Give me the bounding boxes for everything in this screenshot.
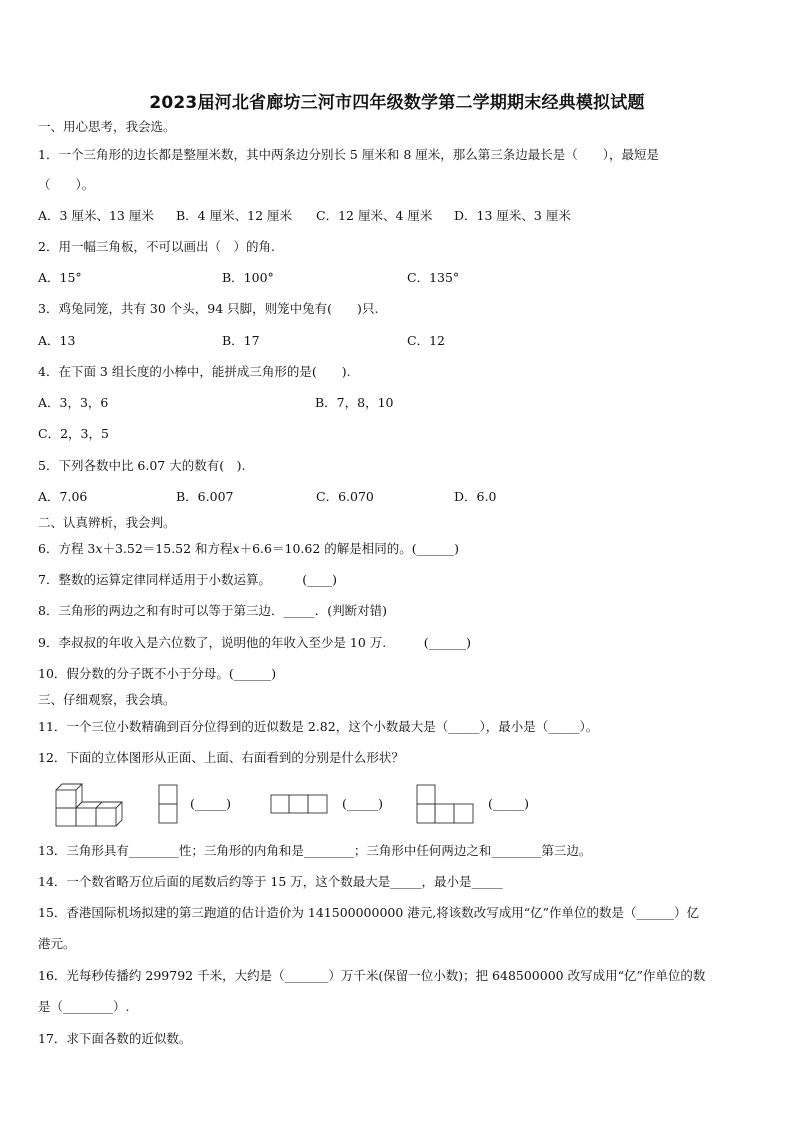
front-view-figure xyxy=(416,784,474,824)
section-heading-fill: 三、仔细观察，我会填。 xyxy=(38,692,176,707)
question-6-part-3: ＋6.6＝10.62 的解是相同的。(______) xyxy=(239,541,460,556)
question-5-option-b: B．6.007 xyxy=(176,489,234,504)
question-15-line-1: 15．香港国际机场拟建的第三跑道的估计造价为 141500000000 港元,将该数改写成用“亿”作单位的数是（______）亿 xyxy=(38,905,700,920)
top-view-figure xyxy=(270,794,328,814)
question-3-option-c: C．12 xyxy=(407,333,445,348)
section-heading-judge: 二、认真辨析，我会判。 xyxy=(38,515,176,530)
question-11: 11．一个三位小数精确到百分位得到的近似数是 2.82，这个小数最大是（_____），最小是（_____）。 xyxy=(38,719,599,734)
question-4-option-c: C．2，3，5 xyxy=(38,426,109,441)
question-6-part-1: 6．方程 3 xyxy=(38,541,96,556)
question-17: 17．求下面各数的近似数。 xyxy=(38,1031,192,1046)
question-1-option-d: D．13 厘米、3 厘米 xyxy=(454,208,571,223)
question-9: 9．李叔叔的年收入是六位数了，说明他的年收入至少是 10 万. (______) xyxy=(38,635,472,650)
question-3: 3．鸡兔同笼，共有 30 个头，94 只脚，则笼中兔有( )只. xyxy=(38,301,379,316)
question-6-part-2: ＋3.52＝15.52 和方程 xyxy=(102,541,233,556)
question-1-option-c: C．12 厘米、4 厘米 xyxy=(316,208,433,223)
question-8: 8．三角形的两边之和有时可以等于第三边．_____．(判断对错) xyxy=(38,603,387,618)
question-12-blank-3: (_____) xyxy=(488,796,530,811)
question-5-option-d: D．6.0 xyxy=(454,489,497,504)
question-15-line-2: 港元。 xyxy=(38,936,76,951)
question-2-option-b: B．100° xyxy=(222,270,274,285)
question-12: 12．下面的立体图形从正面、上面、右面看到的分别是什么形状？ xyxy=(38,750,404,765)
question-5: 5．下列各数中比 6.07 大的数有( ). xyxy=(38,458,246,473)
side-view-figure xyxy=(158,784,178,824)
question-14: 14．一个数省略万位后面的尾数后约等于 15 万，这个数最大是_____，最小是_____ xyxy=(38,874,503,889)
question-2-option-c: C．135° xyxy=(407,270,460,285)
question-2: 2．用一幅三角板，不可以画出（ ）的角. xyxy=(38,239,275,254)
question-4-option-b: B．7，8，10 xyxy=(315,395,394,410)
page-title: 2023届河北省廊坊三河市四年级数学第二学期期末经典模拟试题 xyxy=(149,93,645,113)
question-16-line-1: 16．光每秒传播约 299792 千米，大约是（_______）万千米(保留一位小数)；把 648500000 改写成用“亿”作单位的数 xyxy=(38,968,706,983)
question-5-option-c: C．6.070 xyxy=(316,489,374,504)
question-3-option-b: B．17 xyxy=(222,333,260,348)
question-12-blank-1: (_____) xyxy=(190,796,232,811)
section-heading-choice: 一、用心思考，我会选。 xyxy=(38,119,176,134)
question-16-line-2: 是（________）. xyxy=(38,999,130,1014)
question-6-variable-x-2: x xyxy=(232,541,240,556)
cube-stack-figure xyxy=(54,782,122,828)
question-4: 4．在下面 3 组长度的小棒中，能拼成三角形的是( ). xyxy=(38,364,351,379)
question-10: 10．假分数的分子既不小于分母。(______) xyxy=(38,666,277,681)
question-7: 7．整数的运算定律同样适用于小数运算。 (____) xyxy=(38,572,337,587)
question-1-line-1: 1．一个三角形的边长都是整厘米数，其中两条边分别长 5 厘米和 8 厘米，那么第三条边最长是（ ），最短是 xyxy=(38,147,660,162)
question-3-option-a: A．13 xyxy=(38,333,76,348)
question-13: 13．三角形具有________性；三角形的内角和是________；三角形中任何两边之和________第三边。 xyxy=(38,843,592,858)
question-6-variable-x: x xyxy=(95,541,103,556)
question-1-option-b: B．4 厘米、12 厘米 xyxy=(176,208,292,223)
question-1-line-2: （ ）。 xyxy=(38,177,95,192)
question-2-option-a: A．15° xyxy=(38,270,82,285)
question-12-blank-2: (_____) xyxy=(342,796,384,811)
question-6 xyxy=(38,541,459,557)
question-1-option-a: A．3 厘米、13 厘米 xyxy=(38,208,154,223)
question-5-option-a: A．7.06 xyxy=(38,489,88,504)
question-4-option-a: A．3，3，6 xyxy=(38,395,109,410)
